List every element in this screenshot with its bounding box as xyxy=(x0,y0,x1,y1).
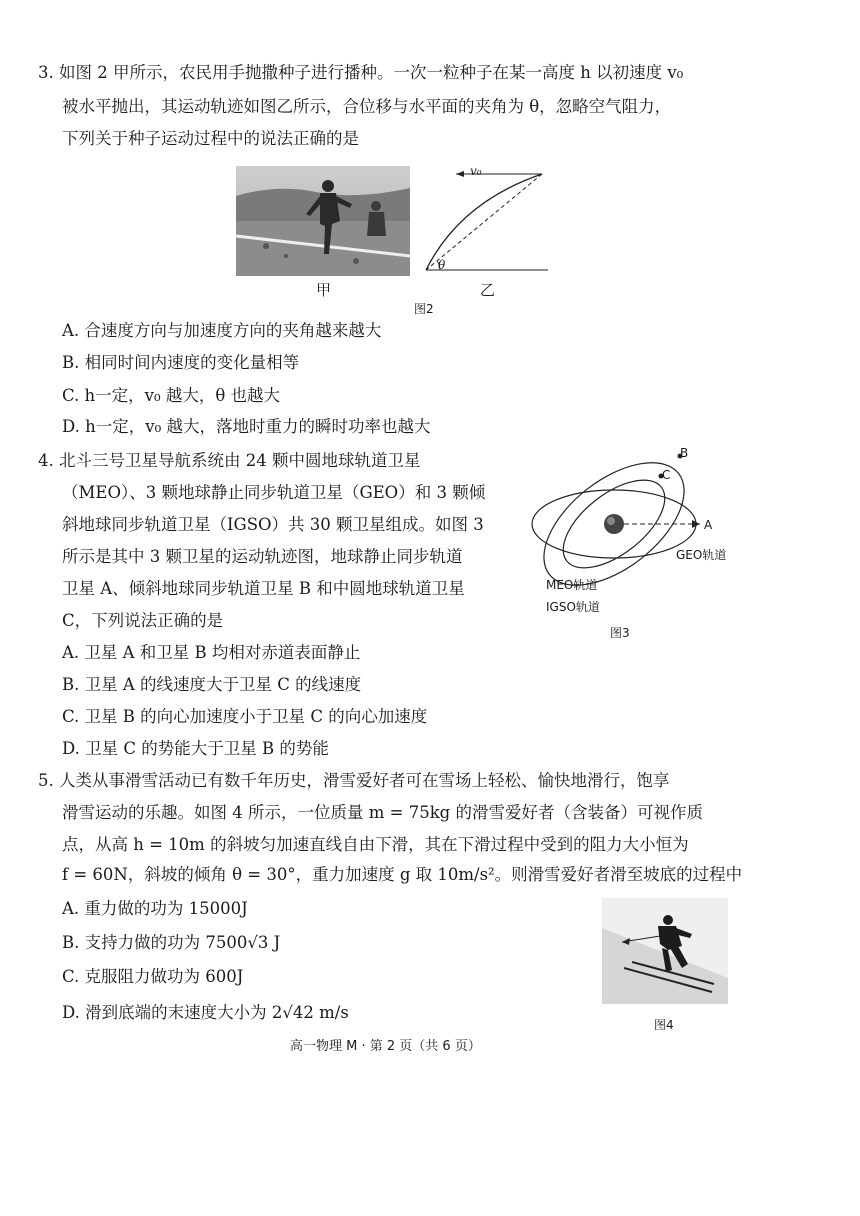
q3-option-d: D. h一定，v₀ 越大，落地时重力的瞬时功率也越大 xyxy=(62,417,431,436)
q3-option-b: B. 相同时间内速度的变化量相等 xyxy=(62,353,300,372)
q4-line-6: C，下列说法正确的是 xyxy=(62,611,224,630)
q3-line-1: 3. 如图 2 甲所示，农民用手抛撒种子进行播种。一次一粒种子在某一高度 h 以初速度 v₀ xyxy=(38,63,684,82)
fig2-label-yi: 乙 xyxy=(480,281,496,299)
fig3-label-c: C xyxy=(662,468,671,482)
fig3-label-meo: MEO轨道 xyxy=(546,578,598,592)
q3-line-2: 被水平抛出，其运动轨迹如图乙所示，合位移与水平面的夹角为 θ，忽略空气阻力， xyxy=(62,97,672,116)
fig3-label-a: A xyxy=(704,518,713,532)
q4-line-5: 卫星 A、倾斜地球同步轨道卫星 B 和中圆地球轨道卫星 xyxy=(62,579,465,598)
q5-option-d: D. 滑到底端的末速度大小为 2√42 m/s xyxy=(62,1003,349,1022)
fig2-theta-label: θ xyxy=(438,258,446,272)
fig3-label-b: B xyxy=(680,446,689,460)
fig2-v0-label: v₀ xyxy=(470,164,482,178)
q4-line-3: 斜地球同步轨道卫星（IGSO）共 30 颗卫星组成。如图 3 xyxy=(62,515,484,534)
q3-option-c: C. h一定，v₀ 越大，θ 也越大 xyxy=(62,386,281,405)
page-footer: 高一物理 M · 第 2 页（共 6 页） xyxy=(290,1039,481,1054)
q4-option-d: D. 卫星 C 的势能大于卫星 B 的势能 xyxy=(62,739,329,758)
q5-option-c: C. 克服阻力做功为 600J xyxy=(62,967,244,986)
earth-icon xyxy=(604,514,624,534)
fig4-caption: 图4 xyxy=(654,1018,674,1032)
q4-line-1: 4. 北斗三号卫星导航系统由 24 颗中圆地球轨道卫星 xyxy=(38,451,421,470)
q4-option-b: B. 卫星 A 的线速度大于卫星 C 的线速度 xyxy=(62,675,362,694)
fig3-label-igso: IGSO轨道 xyxy=(546,600,600,614)
fig2-label-jia: 甲 xyxy=(316,281,332,299)
fig3-caption: 图3 xyxy=(610,626,630,640)
q5-line-4: f = 60N，斜坡的倾角 θ = 30°，重力加速度 g 取 10m/s²。则滑雪爱好者滑至坡底的过程中 xyxy=(62,865,743,884)
q4-option-a: A. 卫星 A 和卫星 B 均相对赤道表面静止 xyxy=(62,643,361,662)
q5-line-2: 滑雪运动的乐趣。如图 4 所示，一位质量 m = 75kg 的滑雪爱好者（含装备）可视作质 xyxy=(62,803,703,822)
q5-line-1: 5. 人类从事滑雪活动已有数千年历史，滑雪爱好者可在雪场上轻松、愉快地滑行，饱享 xyxy=(38,771,670,790)
farmer-photo xyxy=(236,166,410,276)
fig3-label-geo: GEO轨道 xyxy=(676,548,727,562)
q3-line-3: 下列关于种子运动过程中的说法正确的是 xyxy=(62,129,359,148)
q4-line-4: 所示是其中 3 颗卫星的运动轨迹图，地球静止同步轨道 xyxy=(62,547,463,566)
q4-option-c: C. 卫星 B 的向心加速度小于卫星 C 的向心加速度 xyxy=(62,707,428,726)
q5-option-b: B. 支持力做的功为 7500√3 J xyxy=(62,933,281,952)
q5-option-a: A. 重力做的功为 15000J xyxy=(62,899,248,918)
skier-photo xyxy=(602,898,728,1004)
q3-option-a: A. 合速度方向与加速度方向的夹角越来越大 xyxy=(62,321,382,340)
fig2-caption: 图2 xyxy=(414,302,434,316)
q4-line-2: （MEO）、3 颗地球静止同步轨道卫星（GEO）和 3 颗倾 xyxy=(62,483,486,502)
q5-line-3: 点，从高 h = 10m 的斜坡匀加速直线自由下滑，其在下滑过程中受到的阻力大小恒为 xyxy=(62,835,689,854)
